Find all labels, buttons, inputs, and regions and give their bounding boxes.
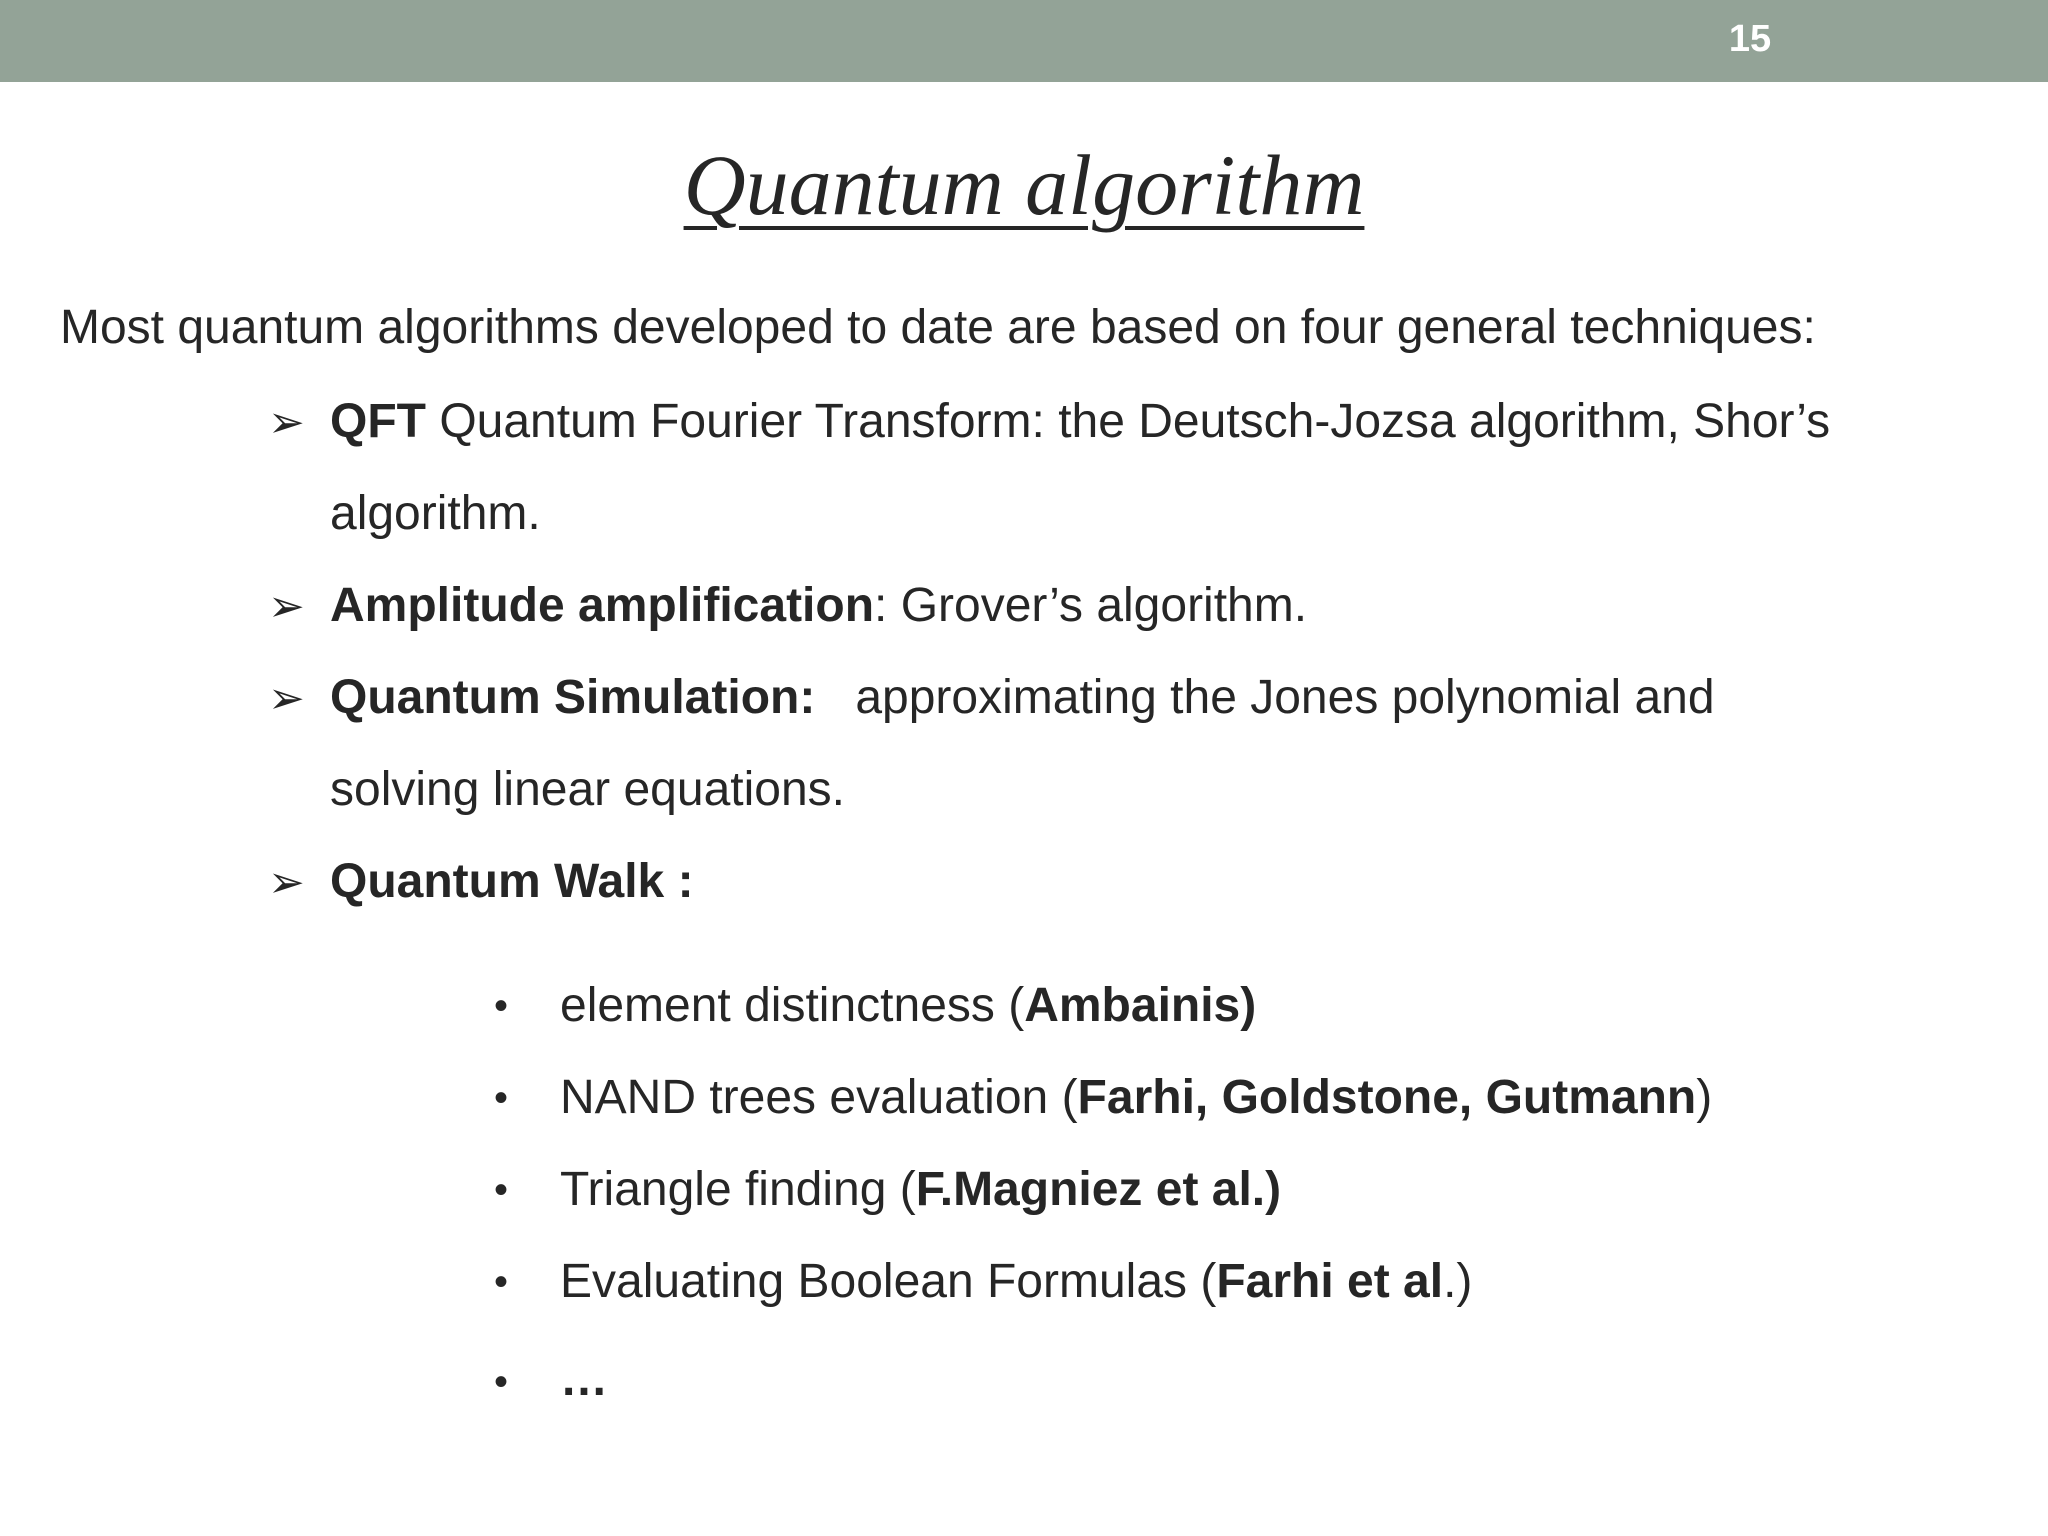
application-text: Triangle finding ( xyxy=(560,1163,916,1216)
technique-name: Quantum Simulation: xyxy=(330,671,816,724)
technique-name: QFT xyxy=(330,395,426,448)
application-author: Farhi, Goldstone, Gutmann xyxy=(1077,1071,1697,1124)
bullet-dot-icon: • xyxy=(494,1360,509,1404)
arrow-bullet-icon: ➢ xyxy=(268,858,305,907)
technique-desc-continued: solving linear equations. xyxy=(330,763,845,816)
ellipsis: … xyxy=(560,1353,608,1406)
application-item xyxy=(560,1352,608,1407)
application-author: Farhi et al xyxy=(1216,1255,1444,1308)
application-item xyxy=(560,1070,1712,1125)
slide-title xyxy=(0,135,2048,235)
bullet-dot-icon: • xyxy=(494,1260,509,1304)
technique-desc-continued: algorithm. xyxy=(330,487,541,540)
application-item xyxy=(560,978,1256,1033)
application-item xyxy=(560,1162,1281,1217)
application-text-end: ) xyxy=(1696,1071,1713,1124)
application-text: Evaluating Boolean Formulas ( xyxy=(560,1255,1217,1308)
application-text: element distinctness ( xyxy=(560,979,1025,1032)
slide-number: 15 xyxy=(1728,18,1772,60)
bullet-dot-icon: • xyxy=(494,1076,509,1120)
application-text: NAND trees evaluation ( xyxy=(560,1071,1078,1124)
technique-desc: approximating the Jones polynomial and xyxy=(815,671,1715,724)
arrow-bullet-icon: ➢ xyxy=(268,582,305,631)
application-author: Ambainis) xyxy=(1024,979,1257,1032)
technique-name: Quantum Walk : xyxy=(330,855,694,908)
application-item xyxy=(560,1254,1472,1309)
technique-name: Amplitude amplification xyxy=(330,579,875,632)
bullet-dot-icon: • xyxy=(494,1168,509,1212)
application-author: F.Magniez et al.) xyxy=(915,1163,1282,1216)
application-text-end: .) xyxy=(1443,1255,1473,1308)
technique-item xyxy=(330,578,1307,633)
technique-item xyxy=(330,670,1715,725)
intro-text: Most quantum algorithms developed to date are based on four general techniques: xyxy=(60,301,1816,354)
technique-item xyxy=(330,394,1830,449)
arrow-bullet-icon: ➢ xyxy=(268,398,305,447)
technique-desc: : Grover’s algorithm. xyxy=(874,579,1308,632)
slide-title-text: Quantum algorithm xyxy=(683,137,1365,233)
technique-item xyxy=(330,854,694,909)
arrow-bullet-icon: ➢ xyxy=(268,674,305,723)
technique-desc: Quantum Fourier Transform: the Deutsch-Jozsa algorithm, Shor’s xyxy=(425,395,1831,448)
bullet-dot-icon: • xyxy=(494,984,509,1028)
